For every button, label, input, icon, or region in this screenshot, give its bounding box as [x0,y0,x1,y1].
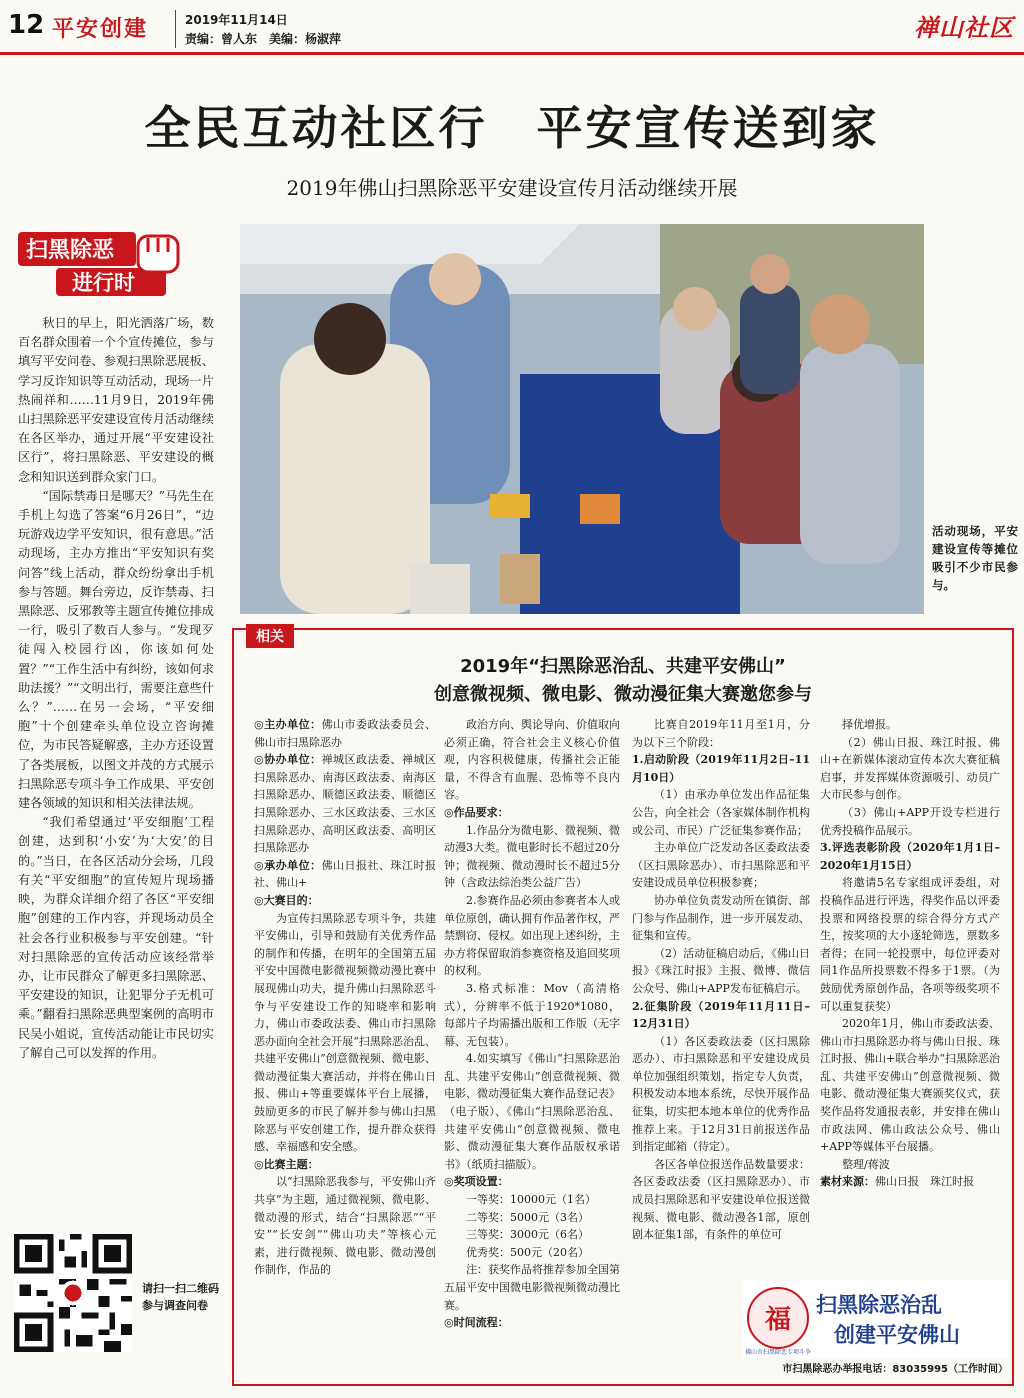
column-paragraph [444,822,620,892]
column-paragraph [820,839,1000,874]
column-paragraph [632,751,810,786]
left-article [18,314,214,1063]
paragraph-text: 2.参赛作品必须由参赛者本人或单位原创，确认拥有作品著作权，严禁剽窃、侵权。如出现上述纠纷，主办方将保留取消参赛资格及追回奖项的权利。 [444,893,620,978]
qr-note: 请扫一扫二维码参与调查问卷 [142,1282,219,1312]
paragraph-heading: ◎时间流程： [444,1316,509,1330]
paragraph-text: 各区各单位报送作品数量要求：各区委政法委（区扫黑除恶办）、市成员扫黑除恶和平安建设单位报送微视频、微电影、微动漫各1部，原创剧本征集1部，有条件的单位可 [632,1157,810,1242]
boxes [500,554,540,604]
brand-logo: 禅山社区 [914,13,1014,42]
paragraph-text: （2）活动征稿启动后，《佛山日报》《珠江时报》主报、微博、微信公众号、佛山+APP发布征稿启示。 [632,946,810,995]
banner-line1: 扫黑除恶治乱 [816,1293,942,1317]
paragraph-text: 一等奖：10000元（1名） [466,1193,596,1207]
fist-icon [138,236,178,272]
headline: 全民互动社区行 平安宣传送到家 [144,101,880,155]
section-title: 平安创建 [52,17,149,42]
column-paragraph [820,804,1000,839]
paragraph-text: 择优增报。 [842,718,897,731]
paragraph-text: 佛山市委政法委员会、佛山市扫黑除恶办 [254,718,436,749]
paragraph-text: 二等奖：5000元（3名） [466,1210,589,1224]
column-paragraph [632,1156,810,1244]
crackdown-logo [16,230,191,300]
paragraph-heading: 2.征集阶段（2019年11月11日–12月31日） [632,999,810,1031]
paragraph-text: 将邀请5名专家组成评委组，对投稿作品进行评选，得奖作品以评委投票和网络投票的综合得分方式产生，按奖项的大小逐轮筛选，票数多者得；在同一轮投票中，每位评委对同1作品所投票数不得多于1票。（为鼓励优秀原创作品，各项等级奖项不可以重复获奖） [820,876,1000,1013]
campaign-banner [742,1280,1008,1358]
paragraph-text: 整理/蒋波 [842,1157,890,1171]
related-column-4 [820,716,1000,1191]
paragraph-text: 以“扫黑除恶我参与，平安佛山齐共享”为主题，通过微视频、微电影、微动漫的形式，结合“扫黑除恶”“平安”“长安剑”“佛山功夫”等核心元素，进行微视频、微电影、微动漫创作制作，作品的 [254,1175,436,1277]
paragraph-text: （1）由承办单位发出作品征集公告，向全社会（各家媒体制作机构或公司、市民）广泛征集参赛作品； [632,788,810,837]
column-paragraph [444,1173,620,1191]
paragraph-heading: 3.评选表彰阶段（2020年1月1日–2020年1月15日） [820,841,1000,872]
related-tag: 相关 [246,624,294,648]
paragraph-text: 佛山日报 珠江时报 [875,1175,974,1189]
issue-date: 2019年11月14日 [185,13,288,27]
paragraph-text: （3）佛山+APP开设专栏进行优秀投稿作品展示。 [820,805,1000,837]
banner-small-text: 佛山市扫黑除恶专项斗争 [744,1349,812,1356]
paragraph-heading: 素材来源： [820,1175,875,1189]
paragraph-text: 为宣传扫黑除恶专项斗争，共建平安佛山，引导和鼓励有关优秀作品的制作和传播，在明年的全国第五届平安中国微电影微视频微动漫比赛中展现佛山功夫，提升佛山扫黑除恶斗争与平安建设工作的知晓率和影响力，佛山市委政法委、佛山市扫黑除恶办面向全社会开展“扫黑除恶治乱、共建平安佛山”创意微视频、微电影、微动漫征集大赛活动，并将在佛山日报、佛山+等重要媒体平台上展播，鼓励更多的市民了解并参与佛山扫黑除恶与平安创建工作，提升群众获得感、幸福感和安全感。 [254,911,436,1154]
qr-code[interactable] [14,1234,132,1352]
column-paragraph [444,1226,620,1244]
column-paragraph [444,892,620,980]
logo-line1: 扫黑除恶 [26,238,115,263]
column-paragraph [632,786,810,839]
paragraph-heading: ◎作品要求： [444,805,509,819]
related-column-2 [444,716,620,1332]
column-paragraph [254,716,436,751]
paragraph-text: 2020年1月，佛山市委政法委、佛山市扫黑除恶办将与佛山日报、珠江时报、佛山+联合举办“扫黑除恶治乱、共建平安佛山”创意微视频、微电影、微动漫征集大赛颁奖仪式，获奖作品将发通报表彰，并安排在佛山市政法网、佛山政法公众号、佛山+APP等媒体平台展播。 [820,1017,1000,1154]
header-rule [0,52,1024,55]
column-paragraph [632,998,810,1033]
header-divider [175,10,176,48]
paragraph-text: 3.格式标准：Mov（高清格式），分辨率不低于1920*1080，每部片子均需播出版和工作版（无字幕、无包装）。 [444,981,620,1048]
paragraph-heading: ◎比赛主题： [254,1157,319,1171]
paragraph-text: 政治方向、舆论导向、价值取向必须正确，符合社会主义核心价值观，内容积极健康，传播社会正能量，不得含有血腥、恐怖等不良内容。 [444,718,620,802]
editors-line: 责编：曾人东 美编：杨淑萍 [185,32,342,46]
paragraph-text: 主办单位广泛发动各区委政法委（区扫黑除恶办）、市扫黑除恶和平安建设成员单位积极参赛； [632,841,810,890]
paragraph-text: 佛山日报社、珠江时报社、佛山+ [254,858,436,890]
paragraph-text: 注：获奖作品将推荐参加全国第五届平安中国微电影微视频微动漫比赛。 [444,1263,620,1312]
column-paragraph [254,1173,436,1279]
column-paragraph [254,751,436,857]
event-photo [240,224,924,614]
column-paragraph [444,1209,620,1227]
column-paragraph [632,1033,810,1156]
related-column-1 [254,716,436,1279]
paragraph-heading: ◎大赛目的： [254,893,319,907]
column-paragraph [444,1244,620,1262]
paragraph-text: （2）佛山日报、珠江时报、佛山+在新媒体滚动宣传本次大赛征稿启事，并发挥媒体资源吸引、动员广大市民参与创作。 [820,735,1000,802]
column-paragraph [444,980,620,1050]
paragraph-heading: ◎主办单位： [254,718,322,731]
related-title-line2: 创意微视频、微电影、微动漫征集大赛邀您参与 [434,684,812,705]
qr-center-emblem [65,1285,82,1302]
subheadline: 2019年佛山扫黑除恶平安建设宣传月活动继续开展 [286,176,738,200]
paragraph-text: 协办单位负责发动所在镇街、部门参与作品制作，进一步开展发动、征集和宣传。 [632,893,810,943]
paragraph-text: 比赛自2019年11月至1月，分为以下三个阶段： [632,718,810,749]
photo-caption: 活动现场，平安建设宣传等摊位吸引不少市民参与。 [932,524,1018,592]
column-paragraph [444,804,620,822]
logo-line2: 进行时 [72,271,135,295]
paragraph-heading: ◎承办单位： [254,858,322,872]
hotline: 市扫黑除恶办举报电话：83035995（工作时间） [782,1364,1008,1375]
paragraph-heading: 1.启动阶段（2019年11月2日–11月10日） [632,753,810,784]
column-paragraph [254,857,436,892]
related-column-3 [632,716,810,1244]
woman-figure [280,344,430,614]
column-paragraph [254,910,436,1156]
column-paragraph [820,874,1000,1015]
paragraph-text: 4.如实填写《佛山“扫黑除恶治乱、共建平安佛山”创意微视频、微电影、微动漫征集大赛作品登记表》（电子版）、《佛山“扫黑除恶治乱、共建平安佛山”创意微视频、微电影、微动漫征集大赛作品版权承诺书》（纸质扫描版）。 [444,1052,620,1171]
column-paragraph [820,716,1000,734]
column-paragraph [820,1015,1000,1156]
article-paragraph: 秋日的早上，阳光洒落广场，数百名群众围着一个个宣传摊位，参与填写平安问卷、参观扫黑除恶展板、学习反诈知识等互动活动，现场一片热闹祥和……11月9日，2019年佛山扫黑除恶平安建设宣传月活动继续在各区举办，通过开展“平安建设社区行”，将扫黑除恶、平安建设的概念和知识送到群众家门口。 [18,316,214,484]
paragraph-text: 三等奖：3000元（6名） [466,1228,589,1242]
column-paragraph [820,1173,1000,1191]
banner-line2: 创建平安佛山 [834,1323,960,1347]
paragraph-text: 禅城区政法委、禅城区扫黑除恶办、南海区政法委、南海区扫黑除恶办、顺德区政法委、顺德区扫黑除恶办、三水区政法委、三水区扫黑除恶办、高明区政法委、高明区扫黑除恶办 [254,753,436,855]
article-paragraph: “我们希望通过‘平安细胞’工程创建，达到积‘小安’为‘大安’的目的。”当日，在各区活动分会场，几段有关“平安细胞”的宣传短片现场播映，为群众详细介绍了各区“平安细胞”创建的工作内容，并现场动员全社会各行业积极参与平安创建。“针对扫黑除恶的宣传活动应该经常举办，让市民群众了解更多扫黑除恶、平安建设的知识，让犯罪分子无机可乘。”翻看扫黑除恶典型案例的高明市民吴小姐说，宣传活动能让市民切实了解自己可以发挥的作用。 [18,815,214,1060]
column-paragraph [444,1261,620,1314]
paragraph-text: 优秀奖：500元（20名） [466,1245,589,1259]
column-paragraph [632,945,810,998]
column-paragraph [632,839,810,892]
related-title-line1: 2019年“扫黑除恶治乱、共建平安佛山” [460,656,786,677]
article-paragraph: “国际禁毒日是哪天？”马先生在手机上勾选了答案“6月26日”，“边玩游戏边学平安知识，很有意思。”活动现场，主办方推出“平安知识有奖问答”线上活动，群众纷纷拿出手机参与答题。舞台旁边，反诈禁毒、扫黑除恶、反邪教等主题宣传摊位排成一行，吸引了数百人参与。“发现歹徒闯入校园行凶，你该如何处置？”“工作生活中有纠纷，该如何求助法援？”“文明出行，需要注意些什么？”……在另一会场，“平安细胞”十个创建牵头单位设立咨询摊位，为市民答疑解惑，主办方还设置了各类展板，以图文并茂的方式展示扫黑除恶专项斗争工作成果、平安创建各领域的知识和相关法律法规。 [18,488,214,811]
paragraph-heading: ◎奖项设置： [444,1175,509,1189]
column-paragraph [444,716,620,804]
column-paragraph [632,716,810,751]
column-paragraph [444,1050,620,1173]
paragraph-text: 1.作品分为微电影、微视频、微动漫3大类。微电影时长不超过20分钟；微视频、微动漫时长不超过5分钟（含政法综治类公益广告） [444,823,620,890]
paragraph-heading: ◎协办单位： [254,753,322,767]
column-paragraph [820,734,1000,804]
column-paragraph [444,1314,620,1332]
column-paragraph [444,1191,620,1209]
page-number: 12 [8,10,45,40]
column-paragraph [254,892,436,910]
column-paragraph [820,1156,1000,1174]
column-paragraph [632,892,810,945]
paragraph-text: （1）各区委政法委（区扫黑除恶办）、市扫黑除恶和平安建设成员单位加强组织策划，指定专人负责，积极发动本地本系统，尽快开展作品征集，切实把本地本单位的优秀作品推荐上来。于12月31日前报送作品到指定邮箱（待定）。 [632,1034,810,1154]
svg-text:福: 福 [764,1305,792,1335]
column-paragraph [254,1156,436,1174]
